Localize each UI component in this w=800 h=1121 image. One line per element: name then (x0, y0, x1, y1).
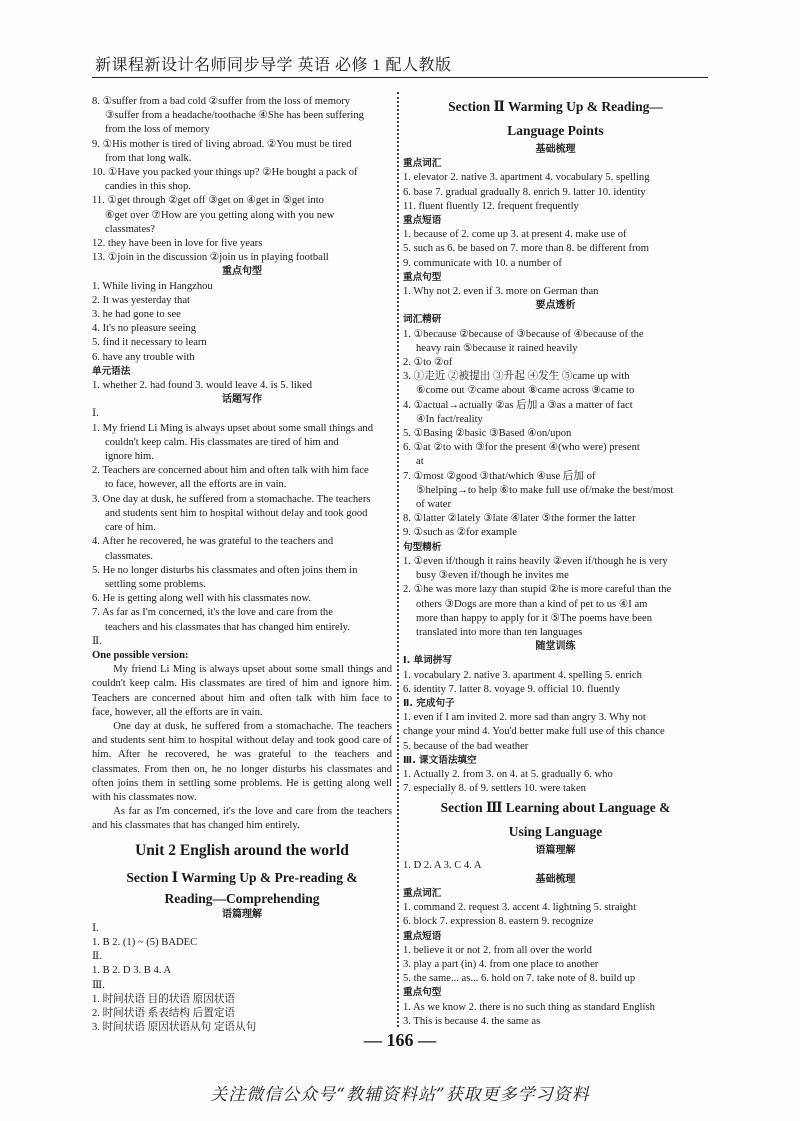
answer-line: 6. block 7. expression 8. eastern 9. recognize (403, 916, 594, 928)
answer-line: 9. ①His mother is tired of living abroad. ②You must be tired (92, 138, 352, 150)
answer-line: 1. because of 2. come up 3. at present 4. make use of (403, 229, 627, 241)
writing-line: 4. After he recovered, he was grateful to the teachers and (92, 536, 334, 548)
answer-line: 3. he had gone to see (92, 309, 181, 321)
answer-line: candies in this shop. (105, 181, 191, 193)
answer-line: from the loss of memory (105, 124, 210, 136)
writing-line: to face, however, all the efforts are in vain. (105, 479, 287, 491)
section-title: Section Ⅲ Learning about Language & (440, 800, 671, 816)
answer-items-top (92, 95, 392, 265)
writing-line: couldn't keep calm. His classmates are tired of him and (105, 436, 339, 448)
section-title: Section Ⅰ Warming Up & Pre-reading & (126, 869, 358, 885)
answer-line: ⑥come out ⑦came about ⑧came across ⑨came to (416, 385, 635, 397)
heading-key-sentences: 重点句型 (403, 271, 442, 283)
heading-key-sentences: 重点句型 (403, 987, 442, 999)
answer-line: ⑤helping→to help ⑥to make full use of/make the best/most (416, 484, 674, 496)
answer-line: 2. It was yesterday that (92, 294, 190, 306)
section-title-cont: Language Points (507, 123, 604, 138)
answer-line: 11. ①get through ②get off ③get on ④get in ⑤get into (92, 195, 324, 207)
heading-passage: 语篇理解 (535, 845, 576, 857)
answer-line: 9. communicate with 10. a number of (403, 257, 562, 269)
answer-line: 3. ①走近 ②被提出 ③升起 ④发生 ⑤came up with (403, 371, 630, 383)
answer-line: 1. Why not 2. even if 3. more on German than (403, 286, 599, 298)
heading-grammar-fill: Ⅲ. 课文语法填空 (403, 754, 477, 766)
heading-spelling: Ⅰ. 单词拼写 (403, 655, 452, 667)
answer-line: 1. B 2. D 3. B 4. A (92, 965, 172, 977)
heading-class-practice: 随堂训练 (535, 641, 576, 653)
answer-line: ③suffer from a headache/toothache ④She has been suffering (105, 110, 364, 122)
answer-line: Ⅱ. (92, 951, 102, 963)
writing-line: 5. He no longer disturbs his classmates and often joins them in (92, 564, 358, 576)
answer-line: 1. While living in Hangzhou (92, 280, 213, 292)
answer-line: translated into more than ten languages (416, 626, 583, 638)
running-header: 新课程新设计名师同步导学 英语 必修 1 配人教版 (95, 57, 452, 74)
answer-line: ⑥get over ⑦How are you getting along with you new (105, 209, 335, 221)
answer-line: 1. command 2. request 3. accent 4. lightning 5. straight (403, 902, 637, 914)
section-title: Section Ⅱ Warming Up & Reading— (448, 99, 663, 114)
answer-line: classmates? (105, 223, 156, 235)
answer-line: 6. have any trouble with (92, 351, 195, 363)
heading-key-phrases: 重点短语 (403, 930, 442, 942)
heading-key-vocab: 重点词汇 (403, 887, 442, 899)
answer-line: 1. 时间状语 目的状语 原因状语 (92, 993, 236, 1005)
answer-line: more than happy to apply for it ⑤The poems have been (416, 612, 653, 624)
answer-line: 4. ①actual→actually ②as 后加 a ③as a matter of fact (403, 399, 633, 411)
answer-line: Ⅰ. (92, 922, 99, 934)
answer-line: others ③Dogs are more than a kind of pet to us ④I am (416, 598, 648, 610)
column-divider (397, 92, 399, 1027)
unit-title: Unit 2 English around the world (135, 841, 349, 859)
answer-line: 1. vocabulary 2. native 3. apartment 4. spelling 5. enrich (403, 669, 642, 681)
answer-line: 5. because of the bad weather (403, 740, 529, 752)
header-rule (92, 77, 708, 78)
writing-line: teachers and his classmates that has changed him entirely. (105, 621, 350, 633)
footer-note: 关注微信公众号“教辅资料站”获取更多学习资料 (210, 1085, 590, 1105)
answer-line: 2. 时间状语 系表结构 后置定语 (92, 1007, 236, 1019)
answer-line: 2. ①to ②of (403, 357, 453, 369)
roman-numeral: Ⅱ. (92, 635, 102, 647)
writing-line: classmates. (105, 550, 153, 562)
answer-line: 11. fluent fluently 12. frequent frequently (403, 200, 579, 212)
answer-line: 8. ①latter ②lately ③late ④later ⑤the former the latter (403, 513, 636, 525)
essay-paragraph: One day at dusk, he suffered from a stomachache. The teachers and students sent him to hospital without delay and took good care of him. After he recovered, he was grateful to the teachers and classmates. From then on, he no longer disturbs his classmates and often joins them in settling some problems. He is getting along well with his classmates now. (92, 720, 392, 803)
answer-line: 6. ①at ②to with ③for the present ④(who were) present (403, 442, 640, 454)
heading-key-sentences: 重点句型 (222, 266, 262, 278)
answer-line: change your mind 4. You'd better make full use of this chance (403, 726, 665, 738)
writing-line: settling some problems. (105, 578, 206, 590)
heading-basic: 基础梳理 (535, 873, 576, 885)
answer-line: at (416, 456, 424, 468)
writing-line: 1. My friend Li Ming is always upset about some small things and (92, 422, 373, 434)
answer-line: 3. 时间状语 原因状语从句 定语从句 (92, 1022, 257, 1034)
heading-passage: 语篇理解 (222, 908, 262, 920)
answer-line: busy ③even if/though he invites me (416, 570, 569, 582)
answer-line: 1. B 2. (1) ~ (5) BADEC (92, 936, 198, 948)
answer-line: 6. identity 7. latter 8. voyage 9. official 10. fluently (403, 683, 620, 695)
roman-numeral: Ⅰ. (92, 408, 99, 420)
answer-line: 4. It's no pleasure seeing (92, 323, 196, 335)
answer-line: 8. ①suffer from a bad cold ②suffer from the loss of memory (92, 96, 351, 107)
section-title-cont: Reading—Comprehending (164, 890, 320, 906)
answer-line: heavy rain ⑤because it rained heavily (416, 342, 578, 354)
writing-line: ignore him. (105, 451, 154, 463)
writing-line: 3. One day at dusk, he suffered from a stomachache. The teachers (92, 493, 371, 505)
right-column (403, 95, 708, 1029)
essay-paragraph: My friend Li Ming is always upset about some small things and couldn't keep calm. His classmates are tired of him and ignore him. Teachers are concerned about him and often talk with him face to face, however, all the efforts are in vain. (92, 664, 392, 718)
answer-line: 1. Actually 2. from 3. on 4. at 5. gradually 6. who (403, 768, 613, 780)
answer-line: of water (416, 499, 451, 511)
answer-line: 1. believe it or not 2. from all over the world (403, 944, 592, 956)
answer-line: 7. ①most ②good ③that/which ④use 后加 of (403, 470, 596, 482)
section-title-cont: Using Language (508, 824, 603, 840)
writing-line: care of him. (105, 522, 156, 534)
answer-line: 1. whether 2. had found 3. would leave 4. is 5. liked (92, 380, 313, 392)
answer-line: 2. ①he was more lazy than stupid ②he is more careful than the (403, 584, 672, 596)
heading-key-vocab: 重点词汇 (403, 158, 442, 170)
heading-key-phrases: 重点短语 (403, 215, 442, 227)
left-column (92, 95, 392, 1035)
answer-line: 5. ①Basing ②basic ③Based ④on/upon (403, 428, 572, 440)
answer-line: 5. such as 6. be based on 7. more than 8. be different from (403, 243, 650, 255)
answer-line: 1. even if I am invited 2. more sad than angry 3. Why not (403, 712, 646, 724)
answer-line: 6. base 7. gradual gradually 8. enrich 9. latter 10. identity (403, 186, 646, 198)
heading-topic-writing: 话题写作 (222, 394, 262, 406)
answer-line: 9. ①such as ②for example (403, 527, 518, 539)
heading-sentence-analysis: 句型精析 (403, 541, 442, 553)
answer-line: 1. ①because ②because of ③because of ④because of the (403, 328, 644, 340)
page-number: — 166 — (364, 1030, 436, 1050)
writing-line: 7. As far as I'm concerned, it's the love and care from the (92, 607, 333, 619)
answer-line: ④In fact/reality (416, 413, 483, 425)
version-label: One possible version: (92, 649, 189, 661)
answer-line: 1. D 2. A 3. C 4. A (403, 859, 482, 871)
heading-unit-grammar: 单元语法 (92, 365, 131, 377)
answer-line: 3. play a part (in) 4. from one place to another (403, 958, 599, 970)
essay-paragraph: As far as I'm concerned, it's the love and care from the teachers and his classmates that has changed him entirely. (92, 806, 392, 832)
answer-line: 1. ①even if/though it rains heavily ②even if/though he is very (403, 555, 668, 567)
answer-line: 1. elevator 2. native 3. apartment 4. vocabulary 5. spelling (403, 172, 650, 184)
answer-line: Ⅲ. (92, 979, 105, 991)
answer-line: 5. the same... as... 6. hold on 7. take note of 8. build up (403, 973, 636, 985)
answer-line: 12. they have been in love for five years (92, 238, 263, 250)
heading-complete-sentences: Ⅱ. 完成句子 (403, 697, 455, 709)
answer-line: from that long walk. (105, 152, 192, 164)
answer-line: 10. ①Have you packed your things up? ②He bought a pack of (92, 167, 358, 179)
writing-line: and students sent him to hospital without delay and took good (105, 507, 368, 519)
heading-key-points: 要点透析 (535, 300, 576, 312)
answer-line: 5. find it necessary to learn (92, 337, 207, 349)
heading-word-analysis: 词汇精研 (403, 314, 442, 326)
answer-line: 13. ①join in the discussion ②join us in playing football (92, 252, 329, 264)
heading-basic: 基础梳理 (535, 144, 576, 155)
writing-line: 2. Teachers are concerned about him and often talk with him face (92, 465, 369, 477)
answer-line: 3. This is because 4. the same as (403, 1015, 541, 1027)
writing-line: 6. He is getting along well with his classmates now. (92, 593, 312, 605)
answer-line: 1. As we know 2. there is no such thing as standard English (403, 1001, 655, 1013)
answer-line: 7. especially 8. of 9. settlers 10. were taken (403, 783, 586, 795)
